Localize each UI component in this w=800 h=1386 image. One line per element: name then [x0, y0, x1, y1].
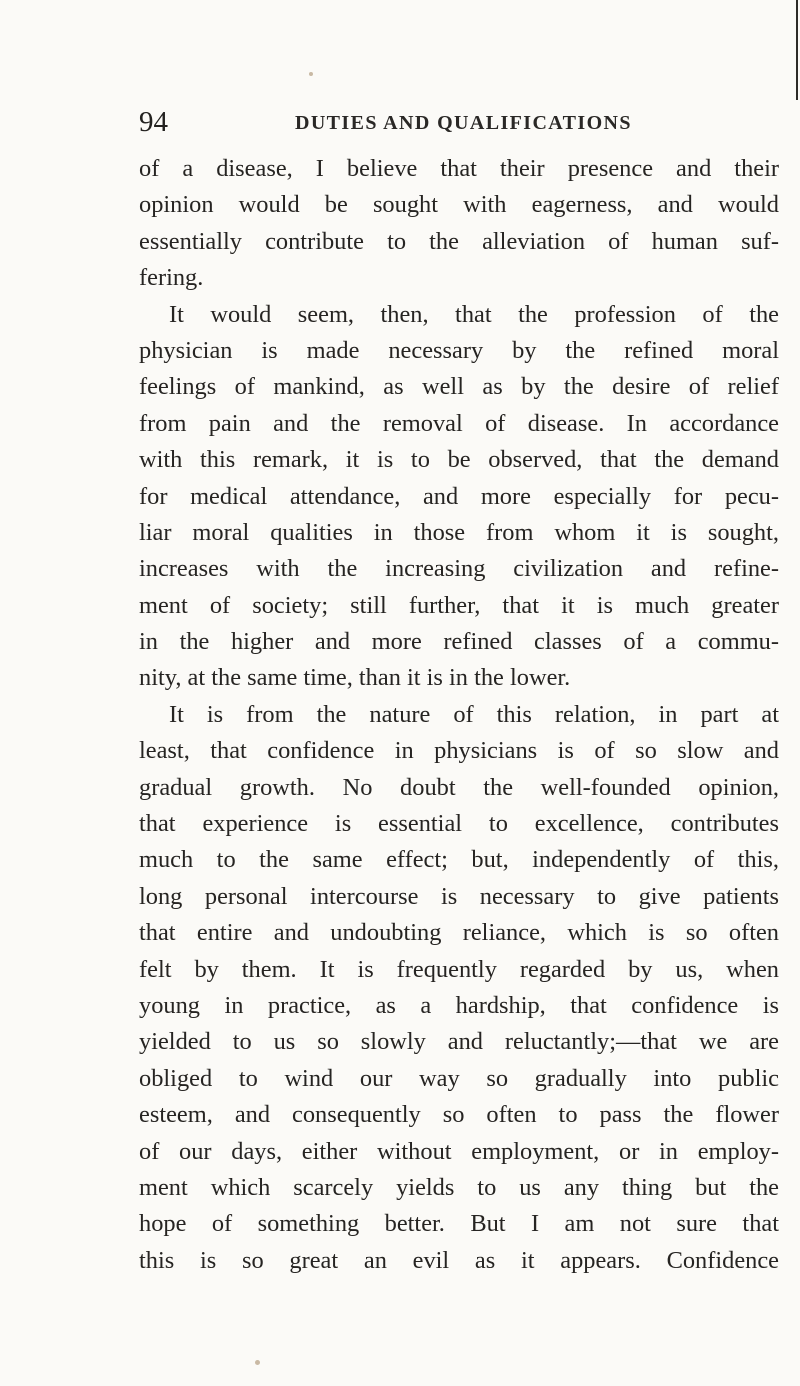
text-line: that entire and undoubting reliance, which is so often	[139, 919, 779, 947]
text-line: nity, at the same time, than it is in the lower.	[139, 664, 571, 692]
text-line: physician is made necessary by the refined moral	[139, 336, 779, 364]
text-line: obliged to wind our way so gradually into public	[139, 1064, 779, 1092]
text-line: for medical attendance, and more especially for pecu-	[139, 482, 779, 510]
text-line: feelings of mankind, as well as by the desire of relief	[139, 373, 779, 401]
text-line: esteem, and consequently so often to pass the flower	[139, 1101, 779, 1129]
text-line: young in practice, as a hardship, that confidence is	[139, 991, 779, 1019]
page-number: 94	[139, 106, 168, 138]
running-header	[139, 104, 639, 144]
text-line: essentially contribute to the alleviation of human suf-	[139, 227, 779, 255]
text-line: ment which scarcely yields to us any thing but the	[139, 1173, 779, 1201]
body-text	[139, 151, 779, 1279]
text-line: of a disease, I believe that their presence and their	[139, 155, 779, 182]
paper-speck	[309, 72, 313, 76]
text-line: yielded to us so slowly and reluctantly;—that we are	[139, 1028, 779, 1056]
running-head-title: DUTIES AND QUALIFICATIONS	[295, 112, 632, 134]
text-line: ment of society; still further, that it is much greater	[139, 591, 779, 619]
page-edge-shadow	[796, 0, 798, 100]
text-line: in the higher and more refined classes of a commu-	[139, 628, 779, 656]
text-line: from pain and the removal of disease. In accordance	[139, 409, 779, 437]
paper-speck	[255, 1360, 260, 1365]
text-line: with this remark, it is to be observed, that the demand	[139, 446, 779, 474]
text-line: that experience is essential to excellence, contributes	[139, 810, 779, 838]
paragraph-start-line: It is from the nature of this relation, in part at	[169, 700, 779, 728]
text-line: fering.	[139, 264, 204, 292]
text-line: hope of something better. But I am not sure that	[139, 1210, 779, 1238]
text-line: increases with the increasing civilization and refine-	[139, 555, 779, 583]
text-line: least, that confidence in physicians is of so slow and	[139, 737, 779, 765]
text-line: liar moral qualities in those from whom it is sought,	[139, 518, 779, 546]
text-line: long personal intercourse is necessary to give patients	[139, 882, 779, 910]
text-line: opinion would be sought with eagerness, and would	[139, 191, 779, 219]
paragraph-start-line: It would seem, then, that the profession of the	[169, 300, 779, 328]
text-line: gradual growth. No doubt the well-founded opinion,	[139, 773, 779, 801]
text-line: felt by them. It is frequently regarded by us, when	[139, 955, 779, 983]
text-line: of our days, either without employment, or in employ-	[139, 1137, 779, 1165]
text-line: this is so great an evil as it appears. Confidence	[139, 1246, 779, 1274]
text-line: much to the same effect; but, independently of this,	[139, 846, 779, 874]
